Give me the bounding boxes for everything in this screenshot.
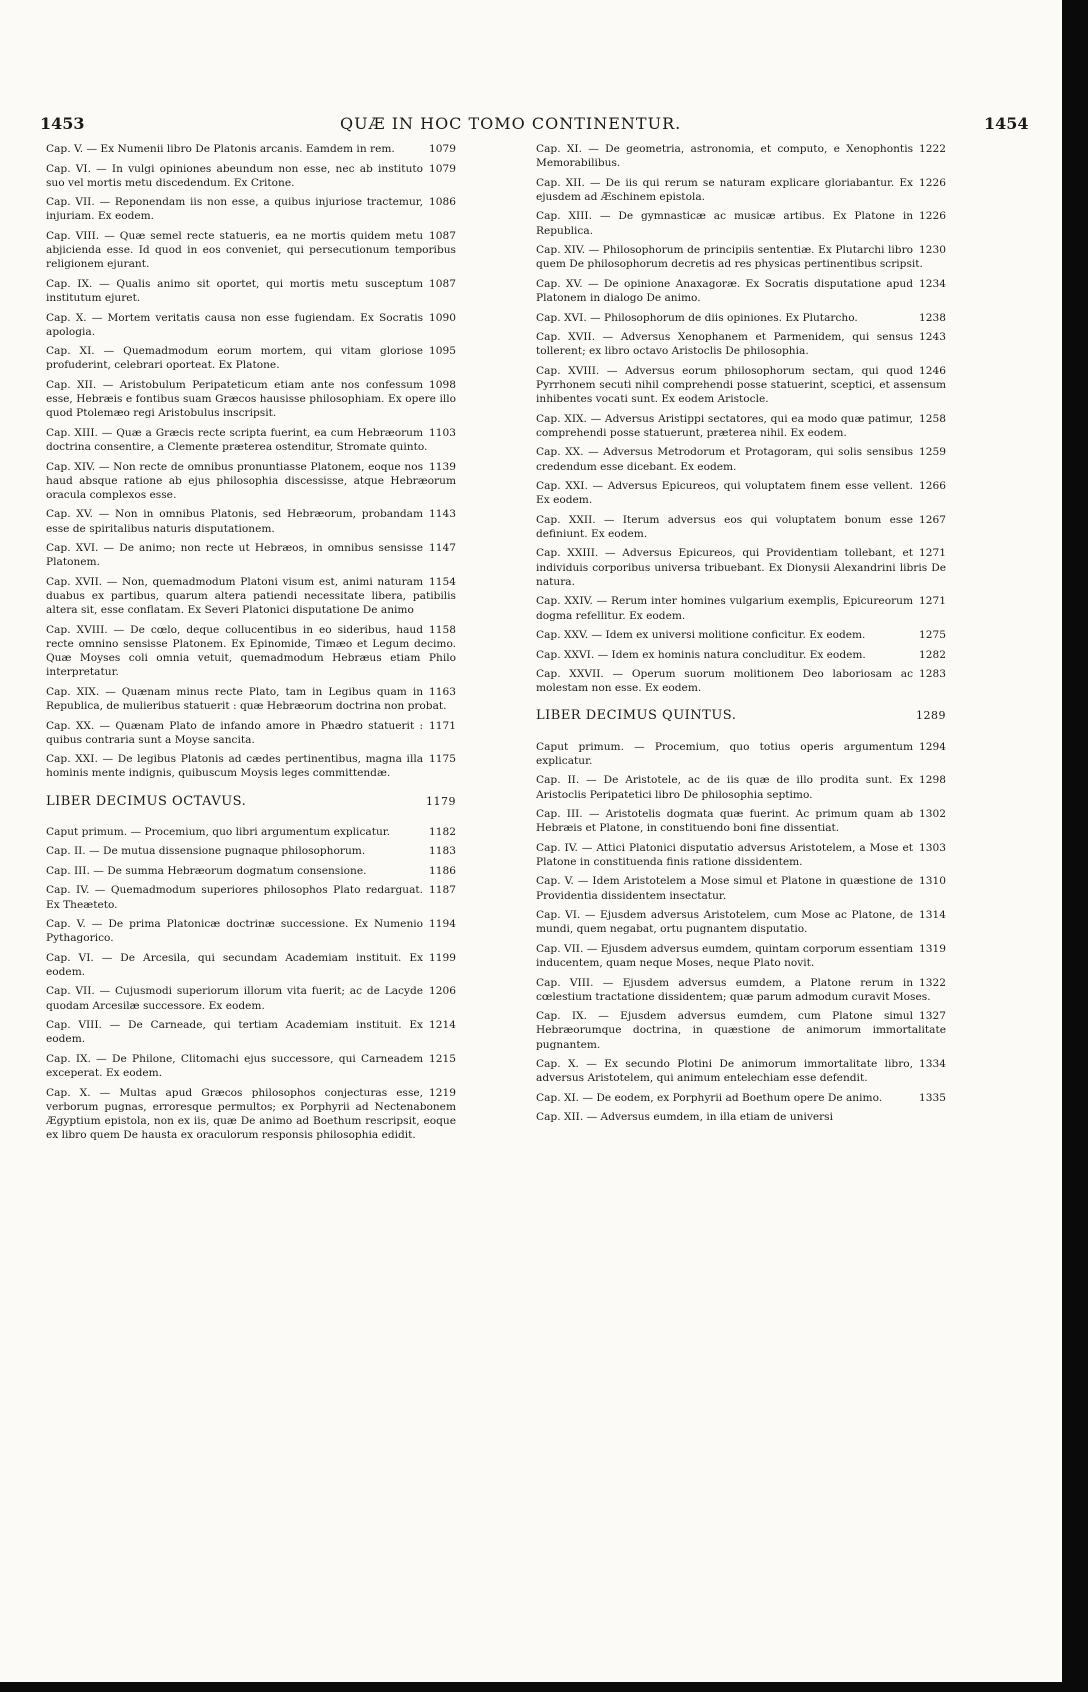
toc-entry xyxy=(46,825,456,839)
toc-entry xyxy=(46,195,456,223)
book-title: LIBER DECIMUS OCTAVUS. xyxy=(46,793,247,809)
entry-page-number: 1095 xyxy=(429,345,456,358)
entry-text: Cap. XIX. — Quænam minus recte Plato, tam in Legibus quam in Republica, de mulieribus statuerit : quæ Hebræorum doctrina non probat. xyxy=(46,685,447,713)
toc-entry xyxy=(46,277,456,305)
entry-text: Cap. VII. — Ejusdem adversus eumdem, quintam corporum essentiam inducentem, quam neque Moses, neque Plato novit. xyxy=(536,942,914,970)
entry-text: Cap. V. — De prima Platonicæ doctrinæ successione. Ex Numenio Pythagorico. xyxy=(46,918,424,945)
scan-edge-right xyxy=(1062,0,1088,1692)
entry-text: Cap. XII. — Adversus eumdem, in illa etiam de universi xyxy=(536,1111,833,1124)
toc-entry xyxy=(46,864,456,878)
entry-page-number: 1103 xyxy=(429,426,456,439)
entry-page-number: 1171 xyxy=(429,719,456,732)
entry-text: Cap. II. — De mutua dissensione pugnaque philosophorum. xyxy=(46,845,366,858)
entry-text: Cap. IX. — Ejusdem adversus eumdem, cum Platone simul Hebræorumque doctrina, in quæstione de animorum immortalitate pugnantem. xyxy=(536,1010,946,1051)
toc-entry xyxy=(46,229,456,272)
toc-entry xyxy=(46,460,456,503)
toc-entry xyxy=(536,594,946,622)
entry-page-number: 1258 xyxy=(919,412,946,425)
entry-text: Cap. IV. — Quemadmodum superiores philosophos Plato redarguat. Ex Theæteto. xyxy=(46,884,424,911)
entry-text: Cap. XVI. — De animo; non recte ut Hebræos, in omnibus sensisse Platonem. xyxy=(46,542,424,569)
toc-entry xyxy=(46,685,456,713)
entry-page-number: 1259 xyxy=(919,446,946,459)
toc-entry xyxy=(536,841,946,869)
entry-page-number: 1087 xyxy=(429,229,456,242)
book-page-number: 1179 xyxy=(426,794,456,808)
toc-entry xyxy=(536,364,946,407)
entry-text: Cap. XXV. — Idem ex universi molitione conficitur. Ex eodem. xyxy=(536,629,866,642)
entry-text: Caput primum. — Procemium, quo totius operis argumentum explicatur. xyxy=(536,740,914,767)
entry-page-number: 1139 xyxy=(429,460,456,473)
entry-text: Cap. XXIII. — Adversus Epicureos, qui Providentiam tollebant, et individuis corporibus universa tribuebant. Ex Dionysii Alexandrini libris De natura. xyxy=(536,547,946,588)
entry-page-number: 1098 xyxy=(429,378,456,391)
entry-text: Cap. XXVII. — Operum suorum molitionem Deo laboriosam ac molestam non esse. Ex eodem. xyxy=(536,668,914,695)
toc-entry xyxy=(536,874,946,902)
toc-entry xyxy=(46,1086,456,1143)
entry-text: Cap. VI. — In vulgi opiniones abeundum non esse, nec ab instituto suo vel mortis metu discedendum. Ex Critone. xyxy=(46,162,424,189)
entry-page-number: 1090 xyxy=(429,311,456,324)
toc-entry xyxy=(536,445,946,473)
entry-text: Cap. XVII. — Non, quemadmodum Platoni visum est, animi naturam duabus ex partibus, quarum altera patiendi necessitate libera, patibilis altera sit, esse conflatam. Ex Severi Platonici disputatione De animo xyxy=(46,575,456,617)
entry-page-number: 1314 xyxy=(919,909,946,922)
scan-edge-bottom xyxy=(0,1682,1088,1692)
entry-text: Cap. XIII. — De gymnasticæ ac musicæ artibus. Ex Platone in Republica. xyxy=(536,210,914,237)
entry-page-number: 1267 xyxy=(919,513,946,526)
entry-page-number: 1219 xyxy=(429,1086,456,1099)
toc-entry xyxy=(46,1018,456,1046)
toc-entry xyxy=(536,648,946,662)
entry-page-number: 1303 xyxy=(919,841,946,854)
entry-page-number: 1294 xyxy=(919,740,946,753)
entry-page-number: 1282 xyxy=(919,648,946,661)
entry-text: Cap. VIII. — Quæ semel recte statueris, ea ne mortis quidem metu abjicienda esse. Id quod in eos conveniet, qui persecutionum temporibus religionem ejurant. xyxy=(46,229,456,271)
entry-page-number: 1163 xyxy=(429,685,456,698)
entry-text: Cap. XXI. — De legibus Platonis ad cædes pertinentibus, magna illa hominis mente indignis, quibuscum Moysis leges committendæ. xyxy=(46,753,424,780)
entry-page-number: 1147 xyxy=(429,542,456,555)
toc-entry xyxy=(46,142,456,156)
toc-entry xyxy=(46,844,456,858)
entry-text: Cap. XI. — Quemadmodum eorum mortem, qui vitam gloriose profuderint, celebrari oporteat. Ex Platone. xyxy=(46,345,424,372)
entry-page-number: 1302 xyxy=(919,808,946,821)
entry-page-number: 1230 xyxy=(919,244,946,257)
book-page-number: 1289 xyxy=(916,709,946,723)
entry-text: Cap. XIV. — Philosophorum de principiis sententiæ. Ex Plutarchi libro quem De philosophorum decretis ad res physicas pertinentibus scripsit. xyxy=(536,244,923,271)
entry-page-number: 1335 xyxy=(919,1091,946,1104)
entry-text: Cap. XIII. — Quæ a Græcis recte scripta fuerint, ea cum Hebræorum doctrina consentire, a Clemente præterea ostenditur, Stromate quinto. xyxy=(46,426,428,454)
entry-text: Cap. VII. — Reponendam iis non esse, a quibus injuriose tractemur, injuriam. Ex eodem. xyxy=(46,196,424,223)
entry-text: Cap. V. — Ex Numenii libro De Platonis arcanis. Eamdem in rem. xyxy=(46,143,395,155)
entry-text: Cap. III. — De summa Hebræorum dogmatum consensione. xyxy=(46,864,367,877)
toc-entry xyxy=(46,426,456,454)
page-number-right: 1454 xyxy=(984,114,1029,133)
entry-text: Cap. VIII. — De Carneade, qui tertiam Academiam instituit. Ex eodem. xyxy=(46,1019,424,1046)
entry-page-number: 1206 xyxy=(429,985,456,998)
toc-entry xyxy=(536,142,946,170)
toc-entry xyxy=(46,541,456,569)
entry-page-number: 1154 xyxy=(429,575,456,588)
entry-page-number: 1238 xyxy=(919,311,946,324)
entry-text: Cap. IV. — Attici Platonici disputatio adversus Aristotelem, a Mose et Platone in constituenda finis ratione dissidentem. xyxy=(536,841,914,868)
entry-page-number: 1322 xyxy=(919,976,946,989)
entry-page-number: 1310 xyxy=(919,875,946,888)
entry-text: Cap. XXII. — Iterum adversus eos qui voluptatem bonum esse definiunt. Ex eodem. xyxy=(536,513,914,540)
toc-entry xyxy=(46,1052,456,1080)
entry-page-number: 1319 xyxy=(919,942,946,955)
entry-text: Cap. XXVI. — Idem ex hominis natura concluditur. Ex eodem. xyxy=(536,648,866,661)
toc-entry xyxy=(536,773,946,801)
toc-entry xyxy=(536,513,946,541)
entry-page-number: 1271 xyxy=(919,547,946,560)
toc-entry xyxy=(536,479,946,507)
toc-entry xyxy=(46,984,456,1012)
entry-page-number: 1143 xyxy=(429,508,456,521)
toc-entry xyxy=(536,942,946,970)
entry-text: Cap. XXIV. — Rerum inter homines vulgarium exemplis, Epicureorum dogma refellitur. Ex eodem. xyxy=(536,595,914,622)
book-title: LIBER DECIMUS QUINTUS. xyxy=(536,708,737,724)
left-column xyxy=(46,142,456,1148)
entry-page-number: 1298 xyxy=(919,774,946,787)
entry-page-number: 1186 xyxy=(429,864,456,877)
entry-text: Cap. III. — Aristotelis dogmata quæ fuerint. Ac primum quam ab Hebræis et Platone, in constituendo boni fine dissentiat. xyxy=(536,808,914,835)
entry-page-number: 1334 xyxy=(919,1058,946,1071)
entry-text: Cap. IX. — Qualis animo sit oportet, qui mortis metu susceptum institutum ejuret. xyxy=(46,277,424,305)
entry-text: Cap. XX. — Adversus Metrodorum et Protagoram, qui solis sensibus credendum esse dicebant. Ex eodem. xyxy=(536,446,914,473)
running-title: QUÆ IN HOC TOMO CONTINENTUR. xyxy=(340,114,682,133)
entry-text: Cap. XVII. — Adversus Xenophanem et Parmenidem, qui sensus tollerent; ex libro octavo Aristoclis De philosophia. xyxy=(536,331,914,358)
toc-entry xyxy=(536,667,946,695)
toc-entry xyxy=(536,908,946,936)
toc-entry xyxy=(536,412,946,440)
entry-text: Cap. X. — Ex secundo Plotini De animorum immortalitate libro, adversus Aristotelem, qui animum entelechiam esse defendit. xyxy=(536,1058,914,1085)
entry-page-number: 1182 xyxy=(429,825,456,838)
toc-entry xyxy=(46,883,456,911)
entry-page-number: 1087 xyxy=(429,277,456,290)
toc-entry xyxy=(46,752,456,780)
entry-page-number: 1214 xyxy=(429,1019,456,1032)
toc-entry xyxy=(536,1009,946,1052)
entry-text: Cap. XV. — Non in omnibus Platonis, sed Hebræorum, probandam esse de spiritalibus naturis disputationem. xyxy=(46,508,424,535)
entry-text: Cap. XIX. — Adversus Aristippi sectatores, qui ea modo quæ patimur, comprehendi posse statuerunt, præterea nihil. Ex eodem. xyxy=(536,412,914,439)
entry-page-number: 1187 xyxy=(429,884,456,897)
toc-entry xyxy=(46,378,456,421)
entry-page-number: 1194 xyxy=(429,918,456,931)
entry-text: Cap. XII. — Aristobulum Peripateticum etiam ante nos confessum esse, Hebræis e fontibus suam Græcos hausisse philosophiam. Ex opere illo quod Ptolemæo regi Aristobulus inscripsit. xyxy=(46,378,456,420)
toc-entry xyxy=(46,162,456,190)
entry-text: Cap. VI. — De Arcesila, qui secundam Academiam instituit. Ex eodem. xyxy=(46,951,424,978)
toc-entry xyxy=(536,740,946,768)
toc-entry xyxy=(536,209,946,237)
entry-text: Cap. X. — Mortem veritatis causa non esse fugiendam. Ex Socratis apologia. xyxy=(46,311,424,338)
entry-page-number: 1266 xyxy=(919,480,946,493)
toc-entry xyxy=(46,917,456,945)
entry-text: Cap. VI. — Ejusdem adversus Aristotelem, cum Mose ac Platone, de mundi, quem negabat, ortu pugnantem disputatio. xyxy=(536,909,914,936)
toc-entry xyxy=(536,311,946,325)
entry-text: Caput primum. — Procemium, quo libri argumentum explicatur. xyxy=(46,825,391,838)
toc-entry xyxy=(536,176,946,204)
entry-page-number: 1275 xyxy=(919,629,946,642)
entry-text: Cap. XVIII. — De cœlo, deque collucentibus in eo sideribus, haud recte omnino sensisse Platonem. Ex Epinomide, Timæo et Legum decimo. Quæ Moyses coli omnia vetuit, quemadmodum Hebræus etiam Philo interpretatur. xyxy=(46,623,456,679)
page-number-left: 1453 xyxy=(40,114,85,133)
entry-page-number: 1175 xyxy=(429,753,456,766)
entry-page-number: 1079 xyxy=(429,143,456,155)
right-column xyxy=(536,142,946,1130)
entry-page-number: 1234 xyxy=(919,277,946,290)
toc-entry xyxy=(46,575,456,618)
entry-page-number: 1327 xyxy=(919,1010,946,1023)
entry-page-number: 1086 xyxy=(429,196,456,209)
entry-text: Cap. XVI. — Philosophorum de diis opiniones. Ex Plutarcho. xyxy=(536,311,858,324)
entry-text: Cap. XII. — De iis qui rerum se naturam explicare gloriabantur. Ex ejusdem ad Æschinem epistola. xyxy=(536,176,914,203)
toc-entry xyxy=(536,546,946,589)
entry-text: Cap. XI. — De eodem, ex Porphyrii ad Boethum opere De animo. xyxy=(536,1091,883,1104)
entry-text: Cap. X. — Multas apud Græcos philosophos conjecturas esse, verborum pugnas, erroresque permultos; ex Porphyrii ad Nectenabonem Ægyptium epistola, non ex iis, quæ De animo ad Boethum rescripsit, eoque ex libro quem De hausta ex oraculorum responsis philosophia edidit. xyxy=(46,1086,456,1142)
entry-page-number: 1243 xyxy=(919,331,946,344)
entry-page-number: 1226 xyxy=(919,176,946,189)
entry-text: Cap. XXI. — Adversus Epicureos, qui voluptatem finem esse vellent. Ex eodem. xyxy=(536,480,914,507)
toc-entry xyxy=(46,344,456,372)
entry-page-number: 1226 xyxy=(919,210,946,223)
toc-entry xyxy=(46,311,456,339)
book-heading xyxy=(536,709,946,723)
toc-entry xyxy=(536,1057,946,1085)
entry-page-number: 1283 xyxy=(919,668,946,681)
entry-page-number: 1079 xyxy=(429,162,456,175)
toc-entry xyxy=(536,1091,946,1105)
entry-page-number: 1246 xyxy=(919,364,946,377)
entry-page-number: 1222 xyxy=(919,143,946,155)
entry-page-number: 1199 xyxy=(429,951,456,964)
entry-page-number: 1215 xyxy=(429,1052,456,1065)
entry-text: Cap. V. — Idem Aristotelem a Mose simul et Platone in quæstione de Providentia dissidentem insectatur. xyxy=(536,875,914,902)
toc-entry xyxy=(536,976,946,1004)
toc-entry xyxy=(536,330,946,358)
toc-entry xyxy=(46,507,456,535)
entry-text: Cap. XVIII. — Adversus eorum philosophorum sectam, qui quod Pyrrhonem secuti nihil comprehendi posse statuerint, sceptici, et assensum inhibentes vocati sunt. Ex eodem Aristocle. xyxy=(536,364,946,406)
toc-entry xyxy=(536,277,946,305)
entry-text: Cap. II. — De Aristotele, ac de iis quæ de illo prodita sunt. Ex Aristoclis Peripatetici libro De philosophia septimo. xyxy=(536,774,914,801)
toc-entry xyxy=(46,719,456,747)
toc-entry xyxy=(536,1110,946,1124)
book-heading xyxy=(46,795,456,809)
entry-text: Cap. XI. — De geometria, astronomia, et computo, e Xenophontis Memorabilibus. xyxy=(536,143,914,170)
toc-entry xyxy=(536,243,946,271)
entry-page-number: 1158 xyxy=(429,623,456,636)
toc-entry xyxy=(46,623,456,680)
toc-entry xyxy=(46,951,456,979)
entry-text: Cap. VII. — Cujusmodi superiorum illorum vita fuerit; ac de Lacyde quodam Arcesilæ successore. Ex eodem. xyxy=(46,985,424,1012)
entry-text: Cap. VIII. — Ejusdem adversus eumdem, a Platone rerum in cœlestium tractatione dissidentem; quæ parum admodum curavit Moses. xyxy=(536,976,931,1003)
entry-text: Cap. IX. — De Philone, Clitomachi ejus successore, qui Carneadem exceperat. Ex eodem. xyxy=(46,1052,424,1080)
entry-text: Cap. XIV. — Non recte de omnibus pronuntiasse Platonem, eoque nos haud absque ratione ab ejus philosophia discessisse, atque Hebræorum oracula complexos esse. xyxy=(46,460,456,501)
entry-page-number: 1183 xyxy=(429,845,456,858)
toc-entry xyxy=(536,628,946,642)
entry-page-number: 1271 xyxy=(919,595,946,608)
entry-text: Cap. XV. — De opinione Anaxagoræ. Ex Socratis disputatione apud Platonem in dialogo De animo. xyxy=(536,277,914,305)
entry-text: Cap. XX. — Quænam Plato de infando amore in Phædro statuerit : quibus contraria sunt a Moyse sancita. xyxy=(46,719,424,746)
toc-entry xyxy=(536,807,946,835)
